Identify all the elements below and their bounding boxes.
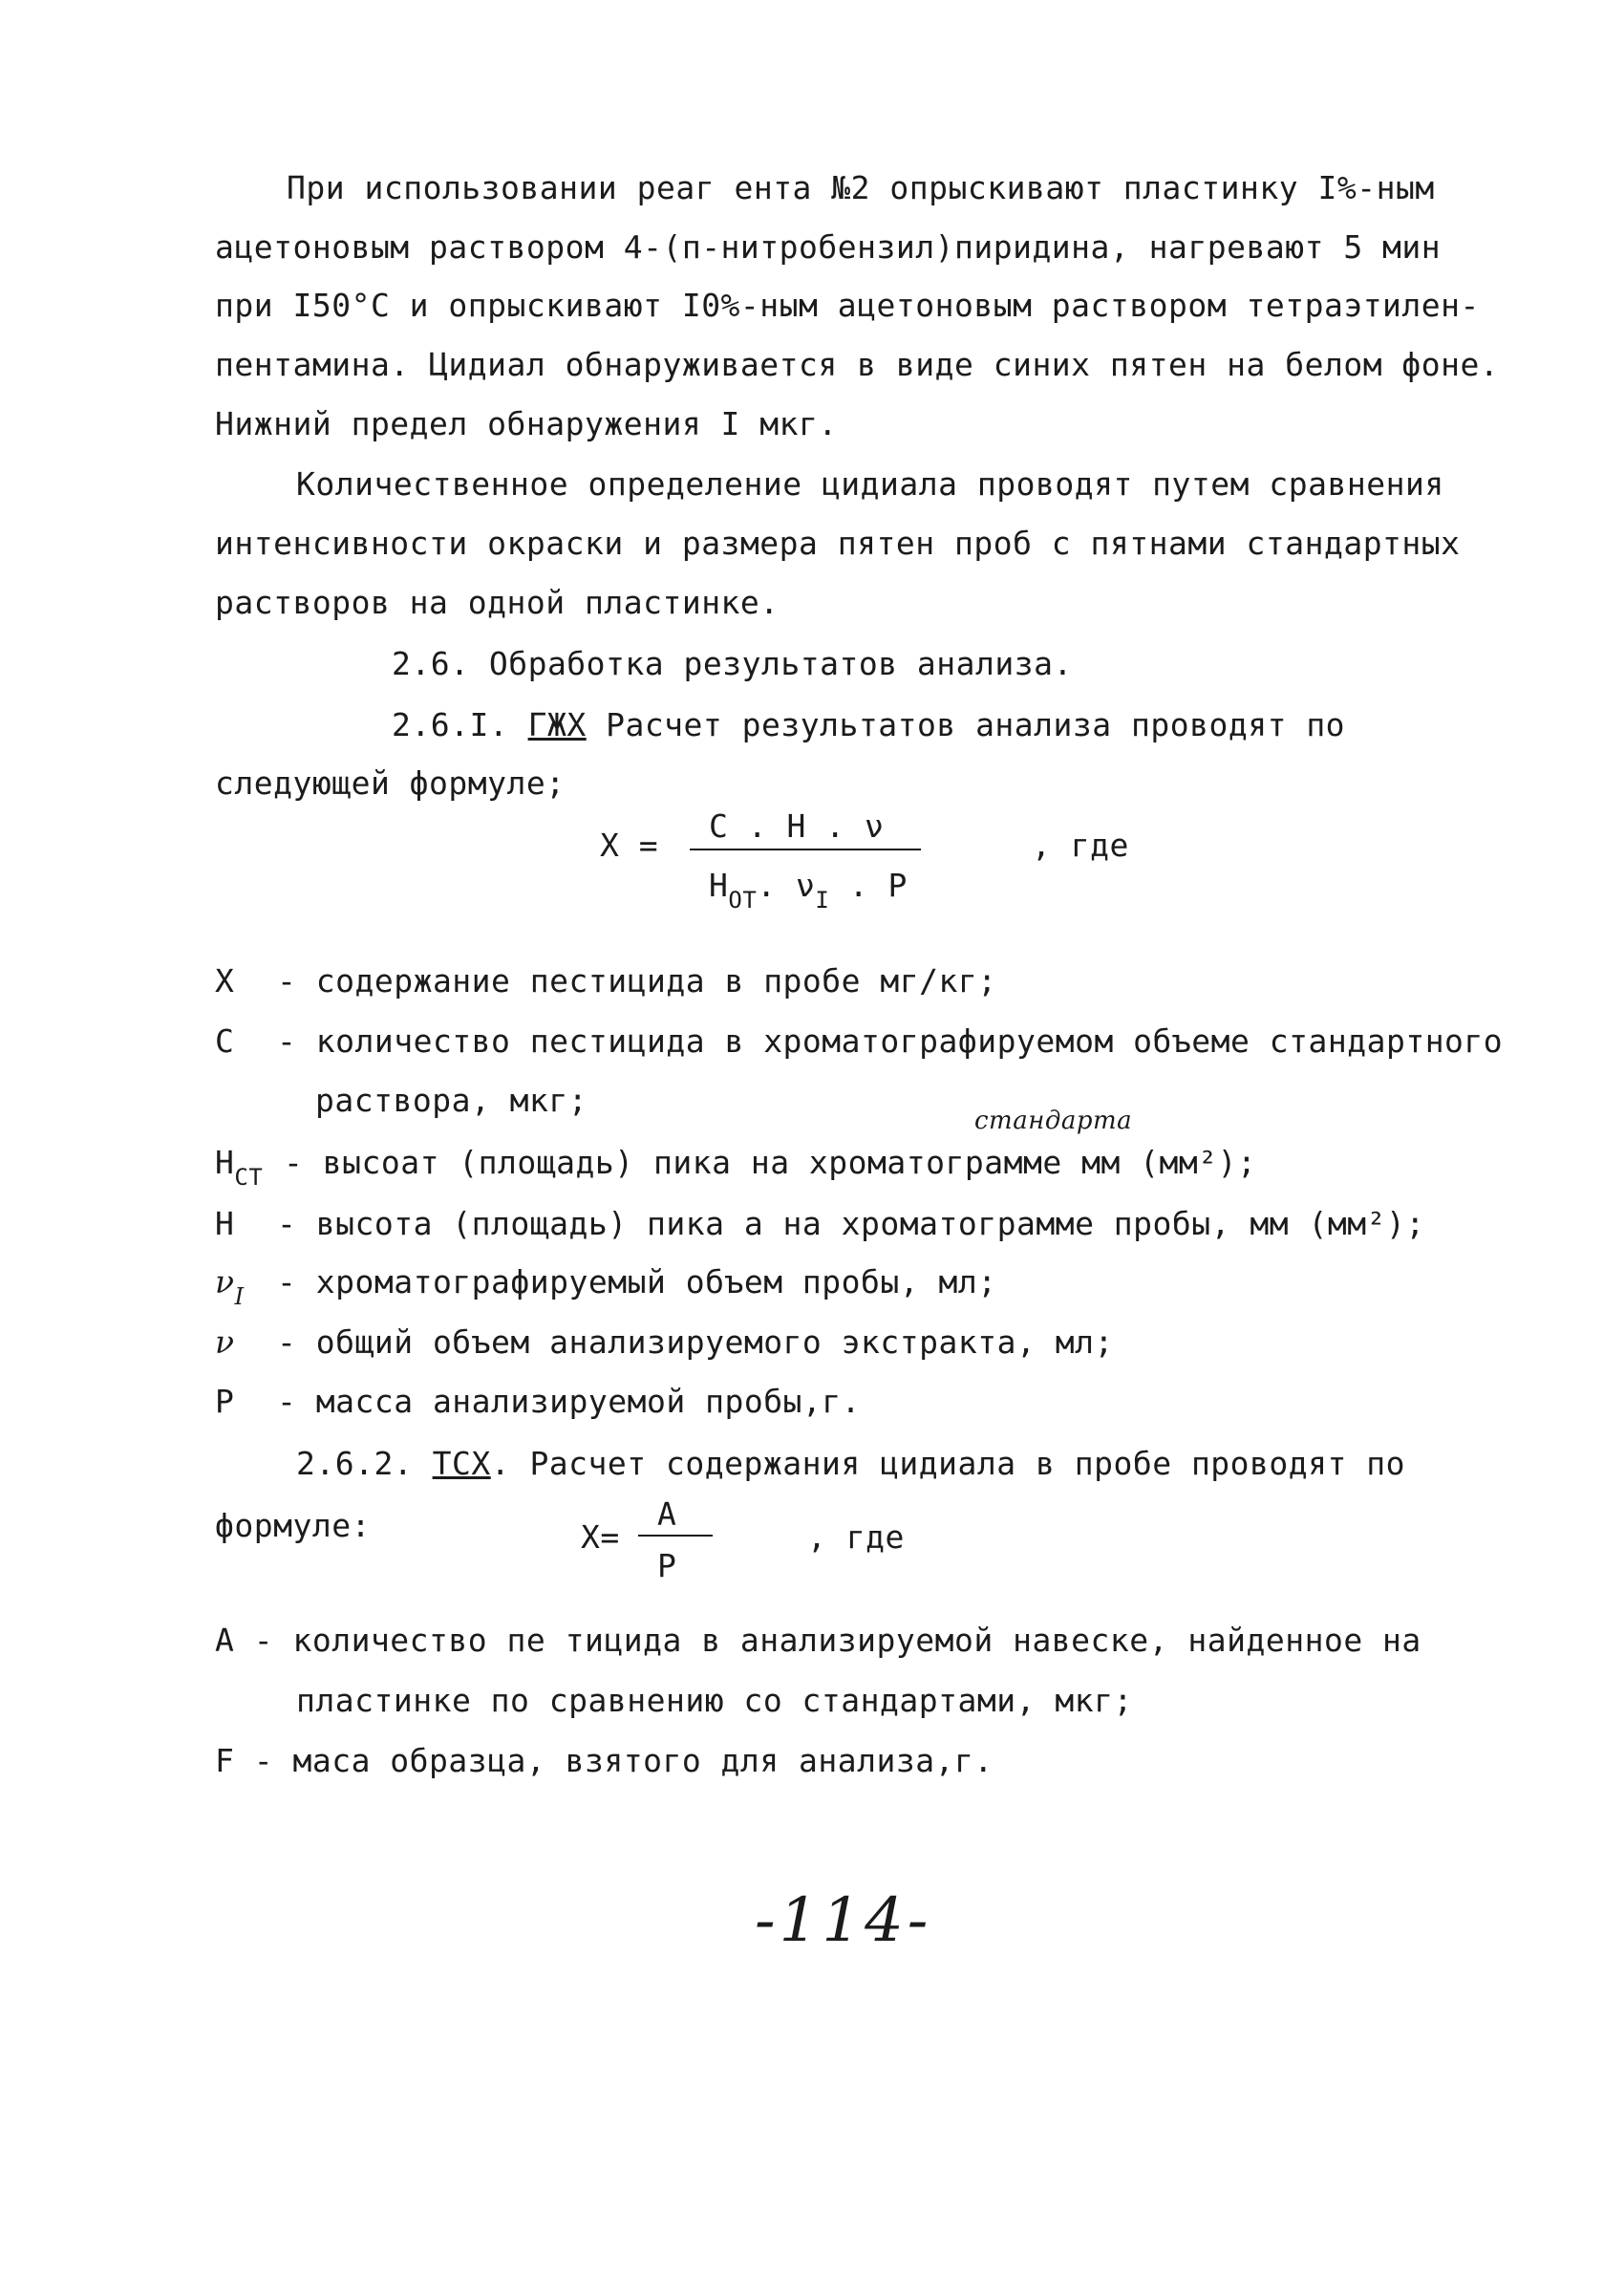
section-2-6-2-text2: формуле: [215, 1507, 371, 1544]
section-2-6-1-line [392, 706, 1346, 743]
section-2-6-2-line [296, 1445, 1405, 1482]
legend2-line-3: F - маса образца, взятого для анализа,г. [215, 1742, 994, 1779]
legend1-row-c-cont: раствора, мкг; [315, 1082, 588, 1119]
formula1-lhs: X = [600, 827, 659, 864]
formula2-denominator: P [657, 1547, 677, 1584]
section-2-6-1-text: Расчет результатов анализа проводят по [606, 706, 1346, 743]
formula1-numerator: C . H . ν [709, 807, 885, 845]
legend2-line-2: пластинке по сравнению со стандартами, мкг; [296, 1682, 1133, 1719]
formula2-where: , где [807, 1518, 905, 1556]
p2-line-2: интенсивности окраски и размера пятен проб с пятнами стандартных [215, 525, 1461, 562]
formula1-where: , где [1032, 827, 1129, 864]
document-page: При использовании реаг ента №2 опрыскивают пластинку I%-ным ацетоновым раствором 4-(п-нитробензил)пиридина, нагревают 5 мин при I50°C и опрыскивают I0%-ным ацетоновым раствором тетраэтилен- пентамина. Цидиал обнаруживается в виде синих пятен на белом фоне. Нижний предел обнаружения I мкг. Количественное определение цидиала проводят путем сравнения интенсивности окраски и размера пятен проб с пятнами стандартных растворов на одной пластинке. 2.6. Обработка результатов анализа. 2.6.I. ГЖХ Расчет результатов анализа проводят по следующей формуле; X = C . H . ν $H_{ОТ}$. $\nu_I$ . P , где X - содержание пестицида в пробе мг/кг; C - количество пестицида в хроматографируемом объеме стандартного раствора, мкг; стандарта $H_{СТ}$ - высоат (площадь) пика на хроматограмме мм (мм²); H - высота (площадь) пика а на хроматограмме пробы, мм (мм²); $\nu_I$ - хроматографируемый объем пробы, мл; ν - общий объем анализируемого экстракта, мл; P - масса анализируемой пробы,г. 2.6.2. ТСХ. Расчет содержания цидиала в пробе проводят по формуле: X= A P , где A - количество пе тицида в анализируемой навеске, найденное на пластинке по сравнению со стандартами, мкг; F - маса образца, взятого для анализа,г. -114- [215, 169, 1504, 1956]
formula1-denominator: $H_{ОТ}$. $\nu_I$ . P [709, 867, 908, 914]
method-gzhkh: ГЖХ [527, 706, 587, 743]
section-2-6-1-text2: следующей формуле; [215, 764, 566, 802]
section-2-6-1-number: 2.6.I. [392, 706, 509, 743]
handwritten-note: стандарта [974, 1107, 1133, 1135]
legend2-line-1: A - количество пе тицида в анализируемой навеске, найденное на [215, 1622, 1421, 1659]
p1-line-2: ацетоновым раствором 4-(п-нитробензил)пиридина, нагревают 5 мин [215, 228, 1442, 266]
p1-line-4: пентамина. Цидиал обнаруживается в виде синих пятен на белом фоне. [215, 346, 1500, 383]
section-heading-2-6: 2.6. Обработка результатов анализа. [392, 645, 1073, 682]
p1-line-1: При использовании реаг ента №2 опрыскивают пластинку I%-ным [287, 169, 1435, 206]
p1-line-5: Нижний предел обнаружения I мкг. [215, 405, 838, 442]
page-number: -114- [755, 1885, 932, 1956]
section-2-6-2-number: 2.6.2. [296, 1445, 414, 1482]
formula2-numerator: A [657, 1495, 677, 1533]
p2-line-3: растворов на одной пластинке. [215, 584, 780, 621]
formula2-fraction-bar [638, 1535, 713, 1537]
formula1-fraction-bar [690, 849, 921, 850]
p1-line-3: при I50°C и опрыскивают I0%-ным ацетоновым раствором тетраэтилен- [215, 287, 1480, 324]
p2-line-1: Количественное определение цидиала проводят путем сравнения [296, 465, 1444, 503]
section-2-6-2-text: . Расчет содержания цидиала в пробе проводят по [490, 1445, 1405, 1482]
formula2-lhs: X= [581, 1518, 620, 1556]
method-tskh: ТСХ [432, 1445, 491, 1482]
